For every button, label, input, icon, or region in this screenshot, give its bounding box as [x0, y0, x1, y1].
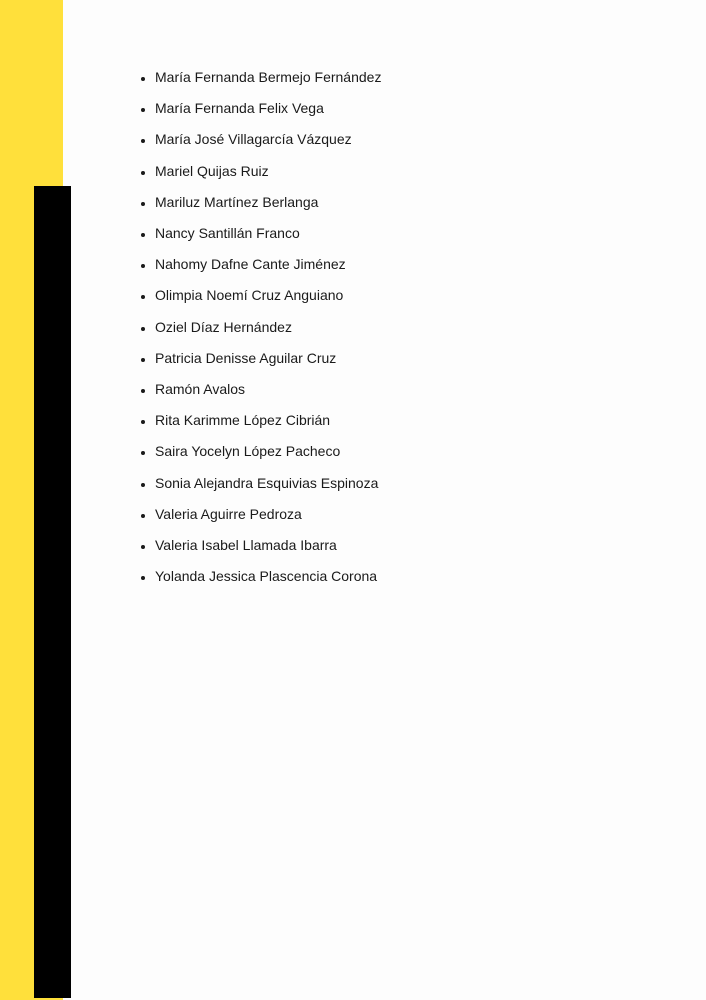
list-item: • María Fernanda Bermejo Fernández: [155, 62, 395, 93]
black-side-bar: [34, 186, 71, 998]
list-item: • Nancy Santillán Franco: [155, 218, 395, 249]
list-item: • Sonia Alejandra Esquivias Espinoza: [155, 468, 395, 499]
list-item: • Patricia Denisse Aguilar Cruz: [155, 343, 395, 374]
list-item: • Rita Karimme López Cibrián: [155, 405, 395, 436]
list-item: • Mariluz Martínez Berlanga: [155, 187, 395, 218]
list-item: • Oziel Díaz Hernández: [155, 312, 395, 343]
list-item: • Valeria Isabel Llamada Ibarra: [155, 530, 395, 561]
list-item: • María Fernanda Felix Vega: [155, 93, 395, 124]
list-item: • Olimpia Noemí Cruz Anguiano: [155, 280, 395, 311]
list-item: • Nahomy Dafne Cante Jiménez: [155, 249, 395, 280]
list-item: • Ramón Avalos: [155, 374, 395, 405]
list-item: • María José Villagarcía Vázquez: [155, 124, 395, 155]
name-list: [132, 62, 395, 592]
list-item: • Yolanda Jessica Plascencia Corona: [155, 561, 395, 592]
list-item: • Saira Yocelyn López Pacheco: [155, 436, 395, 467]
list-item: • Mariel Quijas Ruiz: [155, 156, 395, 187]
list-item: • Valeria Aguirre Pedroza: [155, 499, 395, 530]
